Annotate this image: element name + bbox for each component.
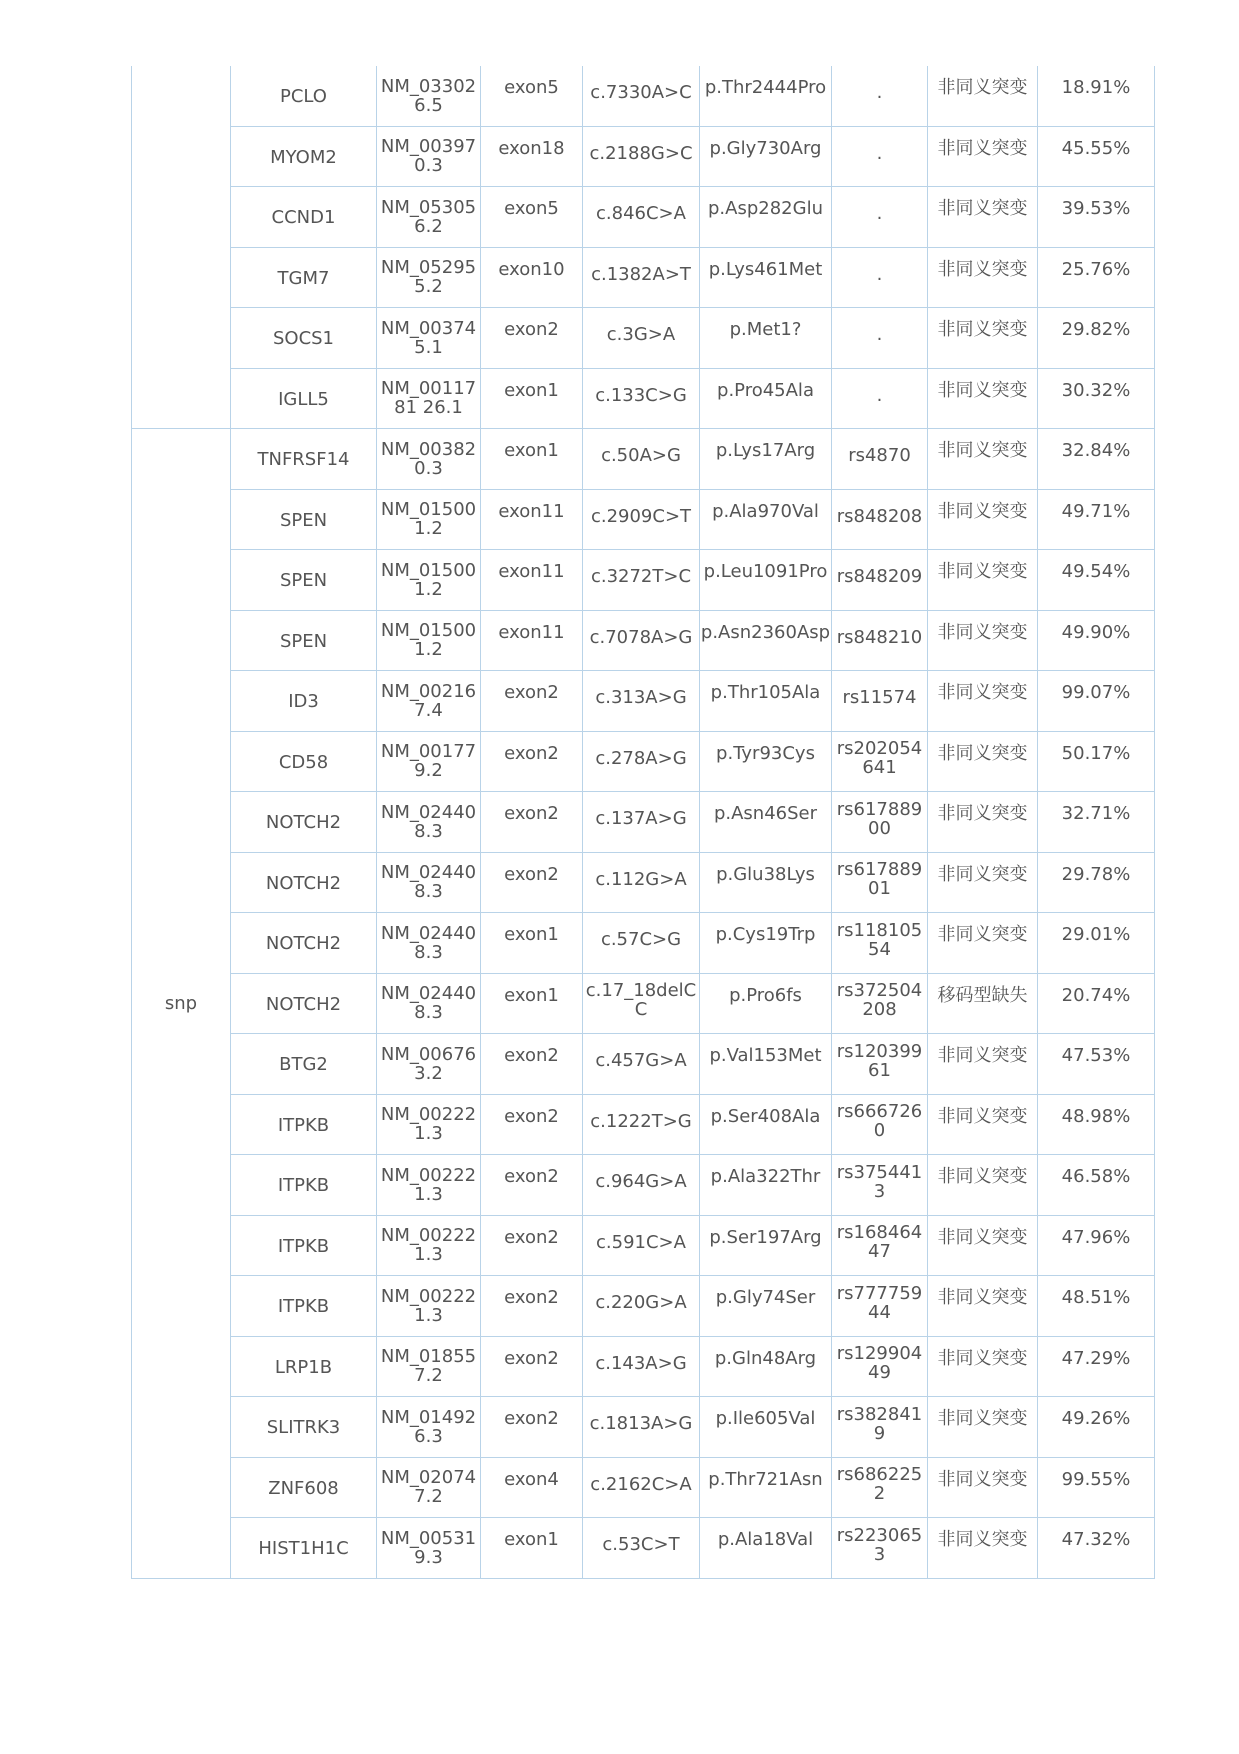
category-cell: snp [132, 429, 231, 1579]
table-row [132, 1518, 1155, 1579]
variant-type-cell: 非同义突变 [928, 1034, 1038, 1095]
protein-cell: p.Thr105Ala [700, 671, 832, 732]
dbsnp-cell: rs848210 [832, 610, 928, 671]
transcript-cell: NM_0011781 26.1 [377, 368, 481, 429]
frequency-cell: 45.55% [1038, 126, 1155, 187]
exon-cell: exon18 [481, 126, 583, 187]
protein-cell: p.Asn46Ser [700, 792, 832, 853]
variant-type-cell: 非同义突变 [928, 247, 1038, 308]
exon-cell: exon11 [481, 489, 583, 550]
exon-cell: exon2 [481, 1397, 583, 1458]
variant-type-cell: 非同义突变 [928, 308, 1038, 369]
table-row [132, 1155, 1155, 1216]
frequency-cell: 32.84% [1038, 429, 1155, 490]
protein-cell: p.Ala322Thr [700, 1155, 832, 1216]
exon-cell: exon1 [481, 429, 583, 490]
table-row [132, 187, 1155, 248]
variant-type-cell: 非同义突变 [928, 1518, 1038, 1579]
table-row [132, 731, 1155, 792]
transcript-cell: NM_053056.2 [377, 187, 481, 248]
exon-cell: exon2 [481, 1034, 583, 1095]
protein-cell: p.Cys19Trp [700, 913, 832, 974]
transcript-cell: NM_033026.5 [377, 66, 481, 126]
frequency-cell: 18.91% [1038, 66, 1155, 126]
frequency-cell: 49.90% [1038, 610, 1155, 671]
gene-cell: NOTCH2 [231, 792, 377, 853]
cdna-cell: c.846C>A [583, 187, 700, 248]
table-row [132, 368, 1155, 429]
category-cell [132, 66, 231, 429]
cdna-cell: c.2909C>T [583, 489, 700, 550]
exon-cell: exon1 [481, 973, 583, 1034]
frequency-cell: 49.54% [1038, 550, 1155, 611]
gene-cell: NOTCH2 [231, 852, 377, 913]
exon-cell: exon2 [481, 852, 583, 913]
exon-cell: exon2 [481, 671, 583, 732]
table-row [132, 1215, 1155, 1276]
dbsnp-cell: rs61788900 [832, 792, 928, 853]
table-row [132, 671, 1155, 732]
gene-cell: ITPKB [231, 1276, 377, 1337]
dbsnp-cell: rs12039961 [832, 1034, 928, 1095]
protein-cell: p.Thr2444Pro [700, 66, 832, 126]
frequency-cell: 29.01% [1038, 913, 1155, 974]
variant-type-cell: 非同义突变 [928, 1155, 1038, 1216]
protein-cell: p.Pro6fs [700, 973, 832, 1034]
table-row [132, 247, 1155, 308]
protein-cell: p.Asn2360Asp [700, 610, 832, 671]
transcript-cell: NM_003745.1 [377, 308, 481, 369]
protein-cell: p.Asp282Glu [700, 187, 832, 248]
variant-type-cell: 非同义突变 [928, 368, 1038, 429]
frequency-cell: 48.98% [1038, 1094, 1155, 1155]
variant-type-cell: 非同义突变 [928, 489, 1038, 550]
variant-type-cell: 非同义突变 [928, 1094, 1038, 1155]
frequency-cell: 48.51% [1038, 1276, 1155, 1337]
cdna-cell: c.1813A>G [583, 1397, 700, 1458]
gene-cell: SPEN [231, 610, 377, 671]
frequency-cell: 47.96% [1038, 1215, 1155, 1276]
transcript-cell: NM_015001.2 [377, 489, 481, 550]
gene-cell: TGM7 [231, 247, 377, 308]
transcript-cell: NM_002167.4 [377, 671, 481, 732]
dbsnp-cell: . [832, 187, 928, 248]
table-row [132, 1336, 1155, 1397]
variant-type-cell: 非同义突变 [928, 1276, 1038, 1337]
variant-type-cell: 非同义突变 [928, 126, 1038, 187]
frequency-cell: 50.17% [1038, 731, 1155, 792]
protein-cell: p.Val153Met [700, 1034, 832, 1095]
exon-cell: exon1 [481, 913, 583, 974]
variant-type-cell: 非同义突变 [928, 1397, 1038, 1458]
dbsnp-cell: rs6862252 [832, 1457, 928, 1518]
table-row [132, 1276, 1155, 1337]
exon-cell: exon2 [481, 308, 583, 369]
table-row [132, 1034, 1155, 1095]
gene-cell: ID3 [231, 671, 377, 732]
frequency-cell: 49.71% [1038, 489, 1155, 550]
frequency-cell: 32.71% [1038, 792, 1155, 853]
gene-cell: SOCS1 [231, 308, 377, 369]
cdna-cell: c.278A>G [583, 731, 700, 792]
cdna-cell: c.143A>G [583, 1336, 700, 1397]
dbsnp-cell: . [832, 247, 928, 308]
dbsnp-cell: . [832, 66, 928, 126]
cdna-cell: c.137A>G [583, 792, 700, 853]
frequency-cell: 47.53% [1038, 1034, 1155, 1095]
gene-cell: MYOM2 [231, 126, 377, 187]
transcript-cell: NM_014926.3 [377, 1397, 481, 1458]
frequency-cell: 46.58% [1038, 1155, 1155, 1216]
transcript-cell: NM_024408.3 [377, 852, 481, 913]
dbsnp-cell: rs6667260 [832, 1094, 928, 1155]
transcript-cell: NM_001779.2 [377, 731, 481, 792]
gene-cell: CCND1 [231, 187, 377, 248]
frequency-cell: 49.26% [1038, 1397, 1155, 1458]
gene-cell: ITPKB [231, 1215, 377, 1276]
variant-type-cell: 移码型缺失 [928, 973, 1038, 1034]
variant-type-cell: 非同义突变 [928, 913, 1038, 974]
frequency-cell: 99.07% [1038, 671, 1155, 732]
table-row [132, 852, 1155, 913]
dbsnp-cell: rs848209 [832, 550, 928, 611]
transcript-cell: NM_002221.3 [377, 1155, 481, 1216]
exon-cell: exon5 [481, 66, 583, 126]
cdna-cell: c.7078A>G [583, 610, 700, 671]
variant-type-cell: 非同义突变 [928, 792, 1038, 853]
gene-cell: NOTCH2 [231, 913, 377, 974]
dbsnp-cell: rs77775944 [832, 1276, 928, 1337]
variant-type-cell: 非同义突变 [928, 1336, 1038, 1397]
variant-type-cell: 非同义突变 [928, 671, 1038, 732]
cdna-cell: c.50A>G [583, 429, 700, 490]
table-row [132, 792, 1155, 853]
dbsnp-cell: rs16846447 [832, 1215, 928, 1276]
frequency-cell: 30.32% [1038, 368, 1155, 429]
frequency-cell: 47.29% [1038, 1336, 1155, 1397]
cdna-cell: c.313A>G [583, 671, 700, 732]
variant-type-cell: 非同义突变 [928, 550, 1038, 611]
frequency-cell: 20.74% [1038, 973, 1155, 1034]
frequency-cell: 39.53% [1038, 187, 1155, 248]
frequency-cell: 29.78% [1038, 852, 1155, 913]
dbsnp-cell: rs2230653 [832, 1518, 928, 1579]
transcript-cell: NM_006763.2 [377, 1034, 481, 1095]
gene-cell: CD58 [231, 731, 377, 792]
variant-type-cell: 非同义突变 [928, 66, 1038, 126]
table-row [132, 1094, 1155, 1155]
transcript-cell: NM_002221.3 [377, 1215, 481, 1276]
exon-cell: exon2 [481, 1094, 583, 1155]
variant-type-cell: 非同义突变 [928, 610, 1038, 671]
gene-cell: ITPKB [231, 1094, 377, 1155]
gene-cell: ITPKB [231, 1155, 377, 1216]
cdna-cell: c.964G>A [583, 1155, 700, 1216]
protein-cell: p.Gly730Arg [700, 126, 832, 187]
table-row [132, 1457, 1155, 1518]
table-row [132, 550, 1155, 611]
cdna-cell: c.1222T>G [583, 1094, 700, 1155]
transcript-cell: NM_020747.2 [377, 1457, 481, 1518]
protein-cell: p.Gln48Arg [700, 1336, 832, 1397]
cdna-cell: c.57C>G [583, 913, 700, 974]
protein-cell: p.Ala18Val [700, 1518, 832, 1579]
frequency-cell: 99.55% [1038, 1457, 1155, 1518]
dbsnp-cell: rs11574 [832, 671, 928, 732]
cdna-cell: c.112G>A [583, 852, 700, 913]
cdna-cell: c.591C>A [583, 1215, 700, 1276]
protein-cell: p.Thr721Asn [700, 1457, 832, 1518]
gene-cell: NOTCH2 [231, 973, 377, 1034]
transcript-cell: NM_015001.2 [377, 550, 481, 611]
dbsnp-cell: . [832, 308, 928, 369]
frequency-cell: 29.82% [1038, 308, 1155, 369]
gene-cell: ZNF608 [231, 1457, 377, 1518]
protein-cell: p.Glu38Lys [700, 852, 832, 913]
dbsnp-cell: rs372504208 [832, 973, 928, 1034]
protein-cell: p.Lys17Arg [700, 429, 832, 490]
table-row [132, 913, 1155, 974]
transcript-cell: NM_002221.3 [377, 1276, 481, 1337]
exon-cell: exon11 [481, 550, 583, 611]
cdna-cell: c.2188G>C [583, 126, 700, 187]
exon-cell: exon2 [481, 1155, 583, 1216]
protein-cell: p.Gly74Ser [700, 1276, 832, 1337]
exon-cell: exon2 [481, 792, 583, 853]
cdna-cell: c.17_18delCC [583, 973, 700, 1034]
protein-cell: p.Tyr93Cys [700, 731, 832, 792]
table-row [132, 66, 1155, 126]
protein-cell: p.Leu1091Pro [700, 550, 832, 611]
cdna-cell: c.53C>T [583, 1518, 700, 1579]
protein-cell: p.Lys461Met [700, 247, 832, 308]
exon-cell: exon1 [481, 1518, 583, 1579]
gene-cell: SPEN [231, 489, 377, 550]
gene-cell: SPEN [231, 550, 377, 611]
exon-cell: exon11 [481, 610, 583, 671]
variant-type-cell: 非同义突变 [928, 1215, 1038, 1276]
cdna-cell: c.220G>A [583, 1276, 700, 1337]
table-row [132, 126, 1155, 187]
gene-cell: IGLL5 [231, 368, 377, 429]
transcript-cell: NM_024408.3 [377, 913, 481, 974]
dbsnp-cell: rs4870 [832, 429, 928, 490]
protein-cell: p.Ile605Val [700, 1397, 832, 1458]
exon-cell: exon2 [481, 1276, 583, 1337]
dbsnp-cell: rs848208 [832, 489, 928, 550]
dbsnp-cell: rs3754413 [832, 1155, 928, 1216]
dbsnp-cell: rs202054641 [832, 731, 928, 792]
transcript-cell: NM_024408.3 [377, 973, 481, 1034]
dbsnp-cell: . [832, 368, 928, 429]
table-row [132, 973, 1155, 1034]
cdna-cell: c.457G>A [583, 1034, 700, 1095]
table-row [132, 308, 1155, 369]
dbsnp-cell: rs11810554 [832, 913, 928, 974]
transcript-cell: NM_005319.3 [377, 1518, 481, 1579]
frequency-cell: 47.32% [1038, 1518, 1155, 1579]
dbsnp-cell: rs3828419 [832, 1397, 928, 1458]
cdna-cell: c.2162C>A [583, 1457, 700, 1518]
cdna-cell: c.133C>G [583, 368, 700, 429]
transcript-cell: NM_003820.3 [377, 429, 481, 490]
exon-cell: exon2 [481, 1336, 583, 1397]
variant-type-cell: 非同义突变 [928, 852, 1038, 913]
table-row [132, 429, 1155, 490]
transcript-cell: NM_002221.3 [377, 1094, 481, 1155]
exon-cell: exon5 [481, 187, 583, 248]
transcript-cell: NM_052955.2 [377, 247, 481, 308]
exon-cell: exon2 [481, 731, 583, 792]
protein-cell: p.Ser408Ala [700, 1094, 832, 1155]
protein-cell: p.Pro45Ala [700, 368, 832, 429]
cdna-cell: c.3272T>C [583, 550, 700, 611]
dbsnp-cell: rs12990449 [832, 1336, 928, 1397]
exon-cell: exon10 [481, 247, 583, 308]
variant-table [131, 66, 1155, 1579]
cdna-cell: c.1382A>T [583, 247, 700, 308]
exon-cell: exon2 [481, 1215, 583, 1276]
dbsnp-cell: rs61788901 [832, 852, 928, 913]
gene-cell: BTG2 [231, 1034, 377, 1095]
gene-cell: PCLO [231, 66, 377, 126]
variant-type-cell: 非同义突变 [928, 187, 1038, 248]
exon-cell: exon1 [481, 368, 583, 429]
exon-cell: exon4 [481, 1457, 583, 1518]
protein-cell: p.Ala970Val [700, 489, 832, 550]
transcript-cell: NM_015001.2 [377, 610, 481, 671]
table-row [132, 1397, 1155, 1458]
cdna-cell: c.7330A>C [583, 66, 700, 126]
gene-cell: SLITRK3 [231, 1397, 377, 1458]
dbsnp-cell: . [832, 126, 928, 187]
transcript-cell: NM_024408.3 [377, 792, 481, 853]
gene-cell: LRP1B [231, 1336, 377, 1397]
variant-type-cell: 非同义突变 [928, 731, 1038, 792]
transcript-cell: NM_003970.3 [377, 126, 481, 187]
gene-cell: HIST1H1C [231, 1518, 377, 1579]
gene-cell: TNFRSF14 [231, 429, 377, 490]
protein-cell: p.Met1? [700, 308, 832, 369]
cdna-cell: c.3G>A [583, 308, 700, 369]
frequency-cell: 25.76% [1038, 247, 1155, 308]
table-row [132, 489, 1155, 550]
protein-cell: p.Ser197Arg [700, 1215, 832, 1276]
variant-type-cell: 非同义突变 [928, 1457, 1038, 1518]
variant-type-cell: 非同义突变 [928, 429, 1038, 490]
table-row [132, 610, 1155, 671]
transcript-cell: NM_018557.2 [377, 1336, 481, 1397]
